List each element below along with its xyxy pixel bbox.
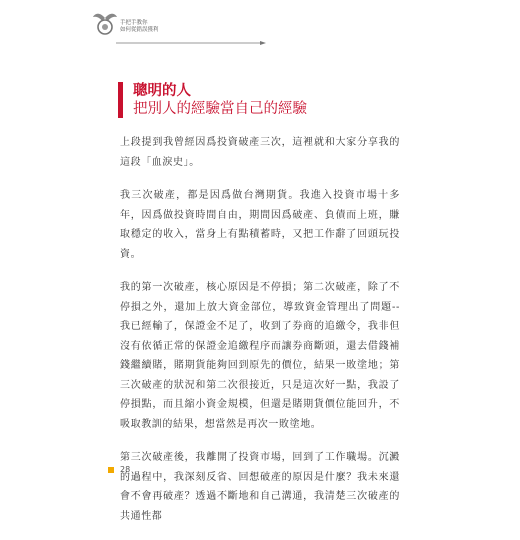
header-text: [120, 20, 159, 34]
running-header: [92, 10, 184, 48]
paragraph: 第三次破產後，我離開了投資市場，回到了工作職場。沉澱的過程中，我深刻反省、回想破產的原因是什麼？我未來還會不會再破產？透過不斷地和自己溝通，我清楚三次破產的共通性都: [120, 452, 400, 522]
body-text: [120, 133, 400, 540]
page-marker-square: [108, 467, 114, 473]
header-rule-arrow: [116, 41, 266, 45]
paragraph: 上段提到我曾經因爲投資破產三次，這裡就和大家分享我的這段「血淚史」。: [120, 137, 400, 168]
section-subtitle: 把別人的經驗當自己的經驗: [133, 101, 307, 117]
section-title: 聰明的人: [133, 83, 191, 99]
paragraph: 我的第一次破產，核心原因是不停損；第二次破產，除了不停損之外，還加上放大資金部位，導致資金管理出了問題-- 我已經輸了，保證金不足了，收到了券商的追繳令，我非但沒有依循正常的保證金追繳程序而讓券商斷頭，還去借錢補錢繼續賭，賭期貨能夠回到原先的價位，結果一敗塗地；第三次破產的狀況和第二次很接近，只是這次好一點，我設了停損點，而且縮小資金規模，但還是賭期貨價位能回升，不吸取教訓的結果，想當然是再次一敗塗地。: [120, 282, 400, 430]
header-line-1: 手把手教你: [120, 20, 148, 26]
section-heading: [118, 82, 433, 118]
header-line-2: 如何從錯誤獲利: [120, 27, 159, 33]
paragraph: 我三次破產，都是因爲做台灣期貨。我進入投資市場十多年，因爲做投資時間自由，期間因爲破產、負債而上班，賺取穩定的收入，當身上有點積蓄時，又把工作辭了回頭玩投資。: [120, 190, 400, 260]
winged-emblem-icon: [92, 10, 118, 40]
page-number: 28: [120, 465, 131, 474]
page-footer: [108, 465, 130, 474]
